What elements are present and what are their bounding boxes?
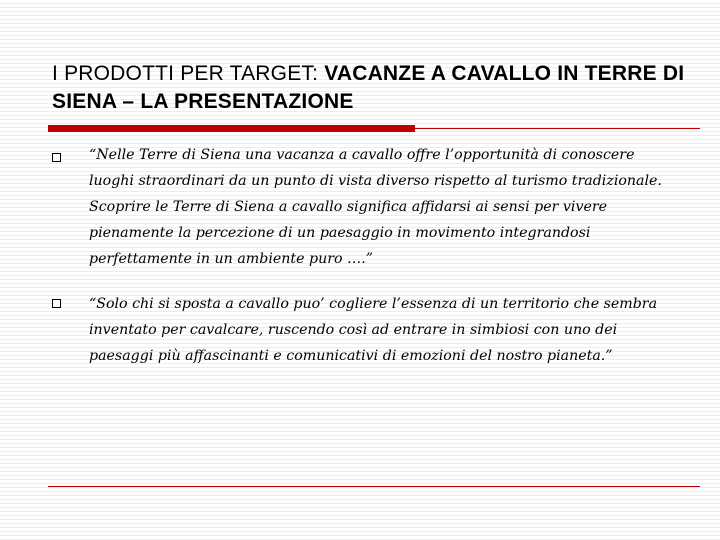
slide-title-bold: VACANZE A CAVALLO IN TERRE DI SIENA – LA PRESENTAZIONE: [52, 62, 685, 113]
footer-rule: [48, 486, 700, 487]
slide-title: [52, 60, 692, 116]
slide-title-plain: I PRODOTTI PER TARGET:: [52, 62, 325, 85]
bullet-square-icon: [52, 299, 61, 308]
bullet-text-2: “Solo chi si sposta a cavallo puo’ cogliere l’essenza di un territorio che sembra inventato per cavalcare, ruscendo così ad entrare in simbiosi con uno dei paesaggi più affascinanti e comunicativi di emozioni del nostro pianeta.”: [89, 296, 658, 364]
title-underline-thick: [48, 125, 415, 132]
bullet-text-1: “Nelle Terre di Siena una vacanza a cavallo offre l’opportunità di conoscere luoghi straordinari da un punto di vista diverso rispetto al turismo tradizionale. Scoprire le Terre di Siena a cavallo significa affidarsi ai sensi per vivere pienamente la percezione di un paesaggio in movimento integrandosi perfettamente in un ambiente puro ….”: [89, 147, 662, 267]
bullet-square-icon: [52, 153, 61, 162]
